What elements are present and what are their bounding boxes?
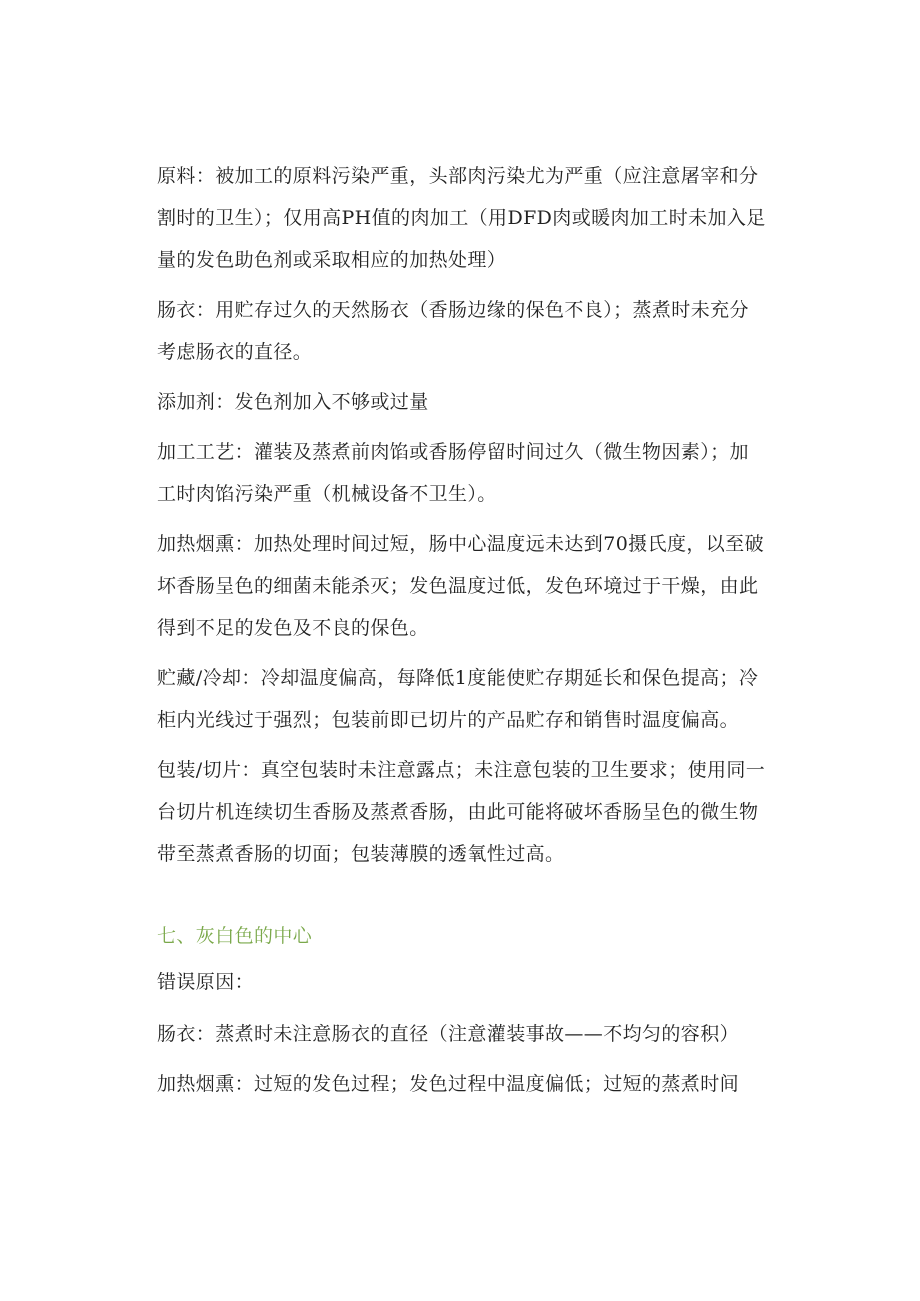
paragraph-processing: 加工工艺：灌装及蒸煮前肉馅或香肠停留时间过久（微生物因素）；加工时肉馅污染严重（机械设备不卫生）。	[157, 441, 749, 505]
document-body	[157, 155, 767, 1113]
paragraph-additive: 添加剂：发色剂加入不够或过量	[157, 391, 429, 413]
paragraph-casing: 肠衣：用贮存过久的天然肠衣（香肠边缘的保色不良）；蒸煮时未充分考虑肠衣的直径。	[157, 299, 749, 363]
section-heading: 七、灰白色的中心	[157, 925, 313, 947]
paragraph-storage-cooling: 贮藏/冷却：冷却温度偏高，每降低1度能使贮存期延长和保色提高；冷柜内光线过于强烈；包装前即已切片的产品贮存和销售时温度偏高。	[157, 667, 759, 731]
paragraph-raw-material: 原料：被加工的原料污染严重，头部肉污染尤为严重（应注意屠宰和分割时的卫生）；仅用高PH值的肉加工（用DFD肉或暖肉加工时未加入足量的发色助色剂或采取相应的加热处理）	[157, 165, 766, 271]
section-label: 错误原因：	[157, 971, 255, 993]
paragraph-casing-2: 肠衣：蒸煮时未注意肠衣的直径（注意灌装事故——不均匀的容积）	[157, 1023, 740, 1045]
paragraph-heating-smoking: 加热烟熏：加热处理时间过短，肠中心温度远未达到70摄氏度，以至破坏香肠呈色的细菌未能杀灭；发色温度过低，发色环境过于干燥，由此得到不足的发色及不良的保色。	[157, 533, 764, 639]
paragraph-packaging-slicing: 包装/切片：真空包装时未注意露点；未注意包装的卫生要求；使用同一台切片机连续切生香肠及蒸煮香肠，由此可能将破坏香肠呈色的微生物带至蒸煮香肠的切面；包装薄膜的透氧性过高。	[157, 759, 766, 865]
paragraph-heating-smoking-2: 加热烟熏：过短的发色过程；发色过程中温度偏低；过短的蒸煮时间	[157, 1073, 740, 1095]
